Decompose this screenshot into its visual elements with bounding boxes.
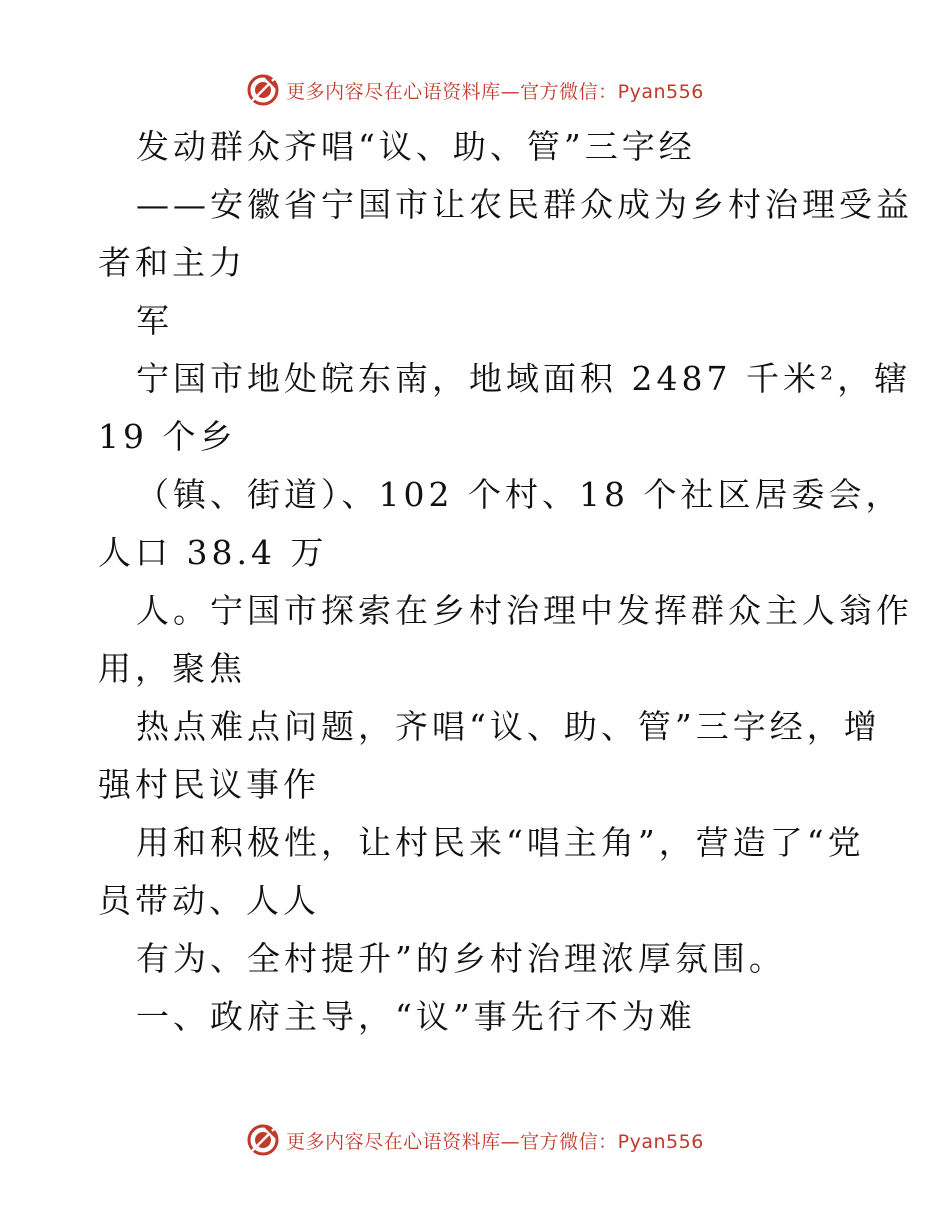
- doc-line: 19 个乡: [98, 417, 237, 456]
- doc-line: 用，聚焦: [98, 649, 246, 688]
- doc-line: 人。宁国市探索在乡村治理中发挥群众主人翁作: [136, 591, 913, 630]
- section-heading: 一、政府主导，“议”事先行不为难: [136, 997, 696, 1036]
- document-body: [98, 118, 913, 1046]
- seal-logo-icon: [246, 73, 280, 107]
- doc-line-title: 发动群众齐唱“议、助、管”三字经: [136, 127, 696, 166]
- doc-line: 强村民议事作: [98, 765, 320, 804]
- footer-watermark: [0, 1122, 950, 1158]
- seal-logo-icon: [246, 1123, 280, 1157]
- doc-line-subtitle: ——安徽省宁国市让农民群众成为乡村治理受益: [136, 185, 913, 224]
- doc-line: 者和主力: [98, 243, 246, 282]
- doc-line: 用和积极性，让村民来“唱主角”，营造了“党: [136, 823, 865, 862]
- header-watermark: [0, 72, 950, 108]
- doc-line: 宁国市地处皖东南，地域面积 2487 千米²，辖: [136, 359, 912, 398]
- watermark-text: 更多内容尽在心语资料库—官方微信：Pyan556: [286, 80, 704, 103]
- doc-line: 有为、全村提升”的乡村治理浓厚氛围。: [136, 939, 786, 978]
- watermark-text: 更多内容尽在心语资料库—官方微信：Pyan556: [286, 1130, 704, 1153]
- doc-line: 热点难点问题，齐唱“议、助、管”三字经，增: [136, 707, 881, 746]
- doc-line: 军: [136, 301, 173, 340]
- doc-line: （镇、街道）、102 个村、18 个社区居委会，: [136, 475, 903, 514]
- doc-line: 人口 38.4 万: [98, 533, 328, 572]
- doc-line: 员带动、人人: [98, 881, 320, 920]
